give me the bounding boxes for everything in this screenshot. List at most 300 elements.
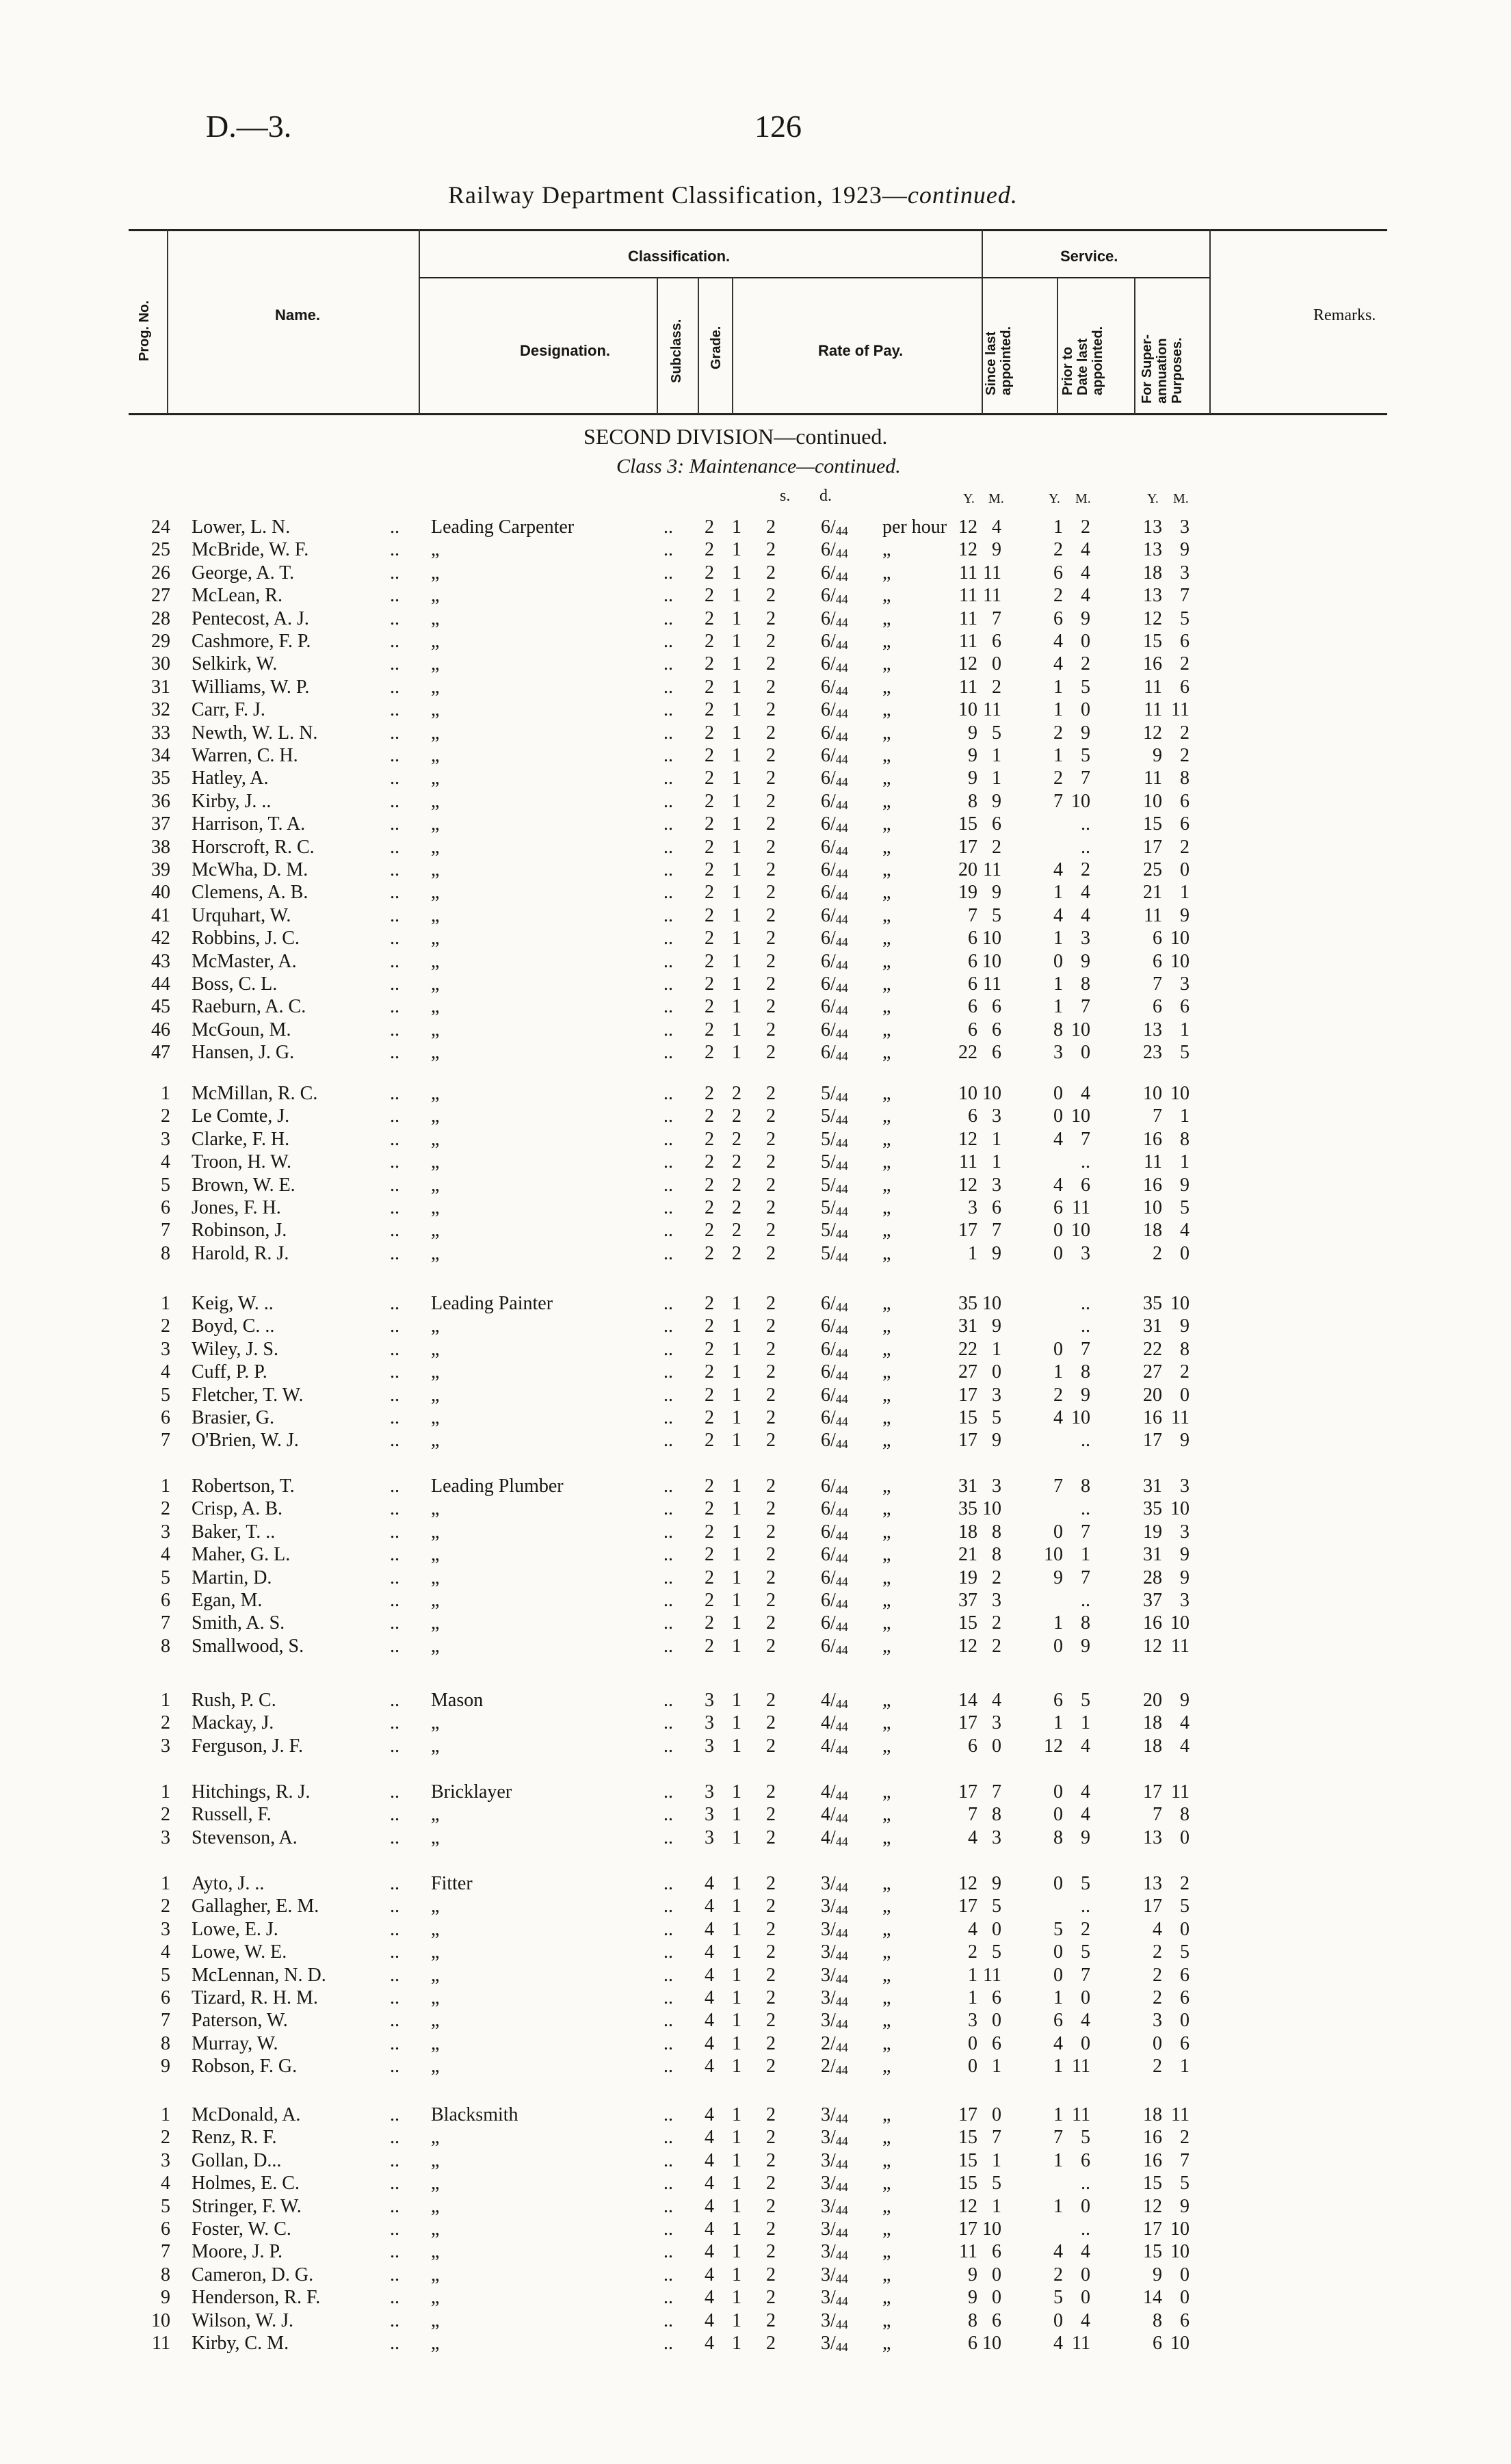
cell-name: Robinson, J. [192, 1220, 287, 1242]
pence-whole: 6 [821, 631, 830, 652]
cell-sub: 2 [705, 950, 714, 972]
table-row [0, 2104, 1511, 2127]
cell-sm: 11 [983, 562, 1001, 584]
cell-desig: „ [431, 1315, 440, 1337]
pence-whole: 3 [821, 1964, 830, 1986]
cell-uy: 17 [1143, 2218, 1162, 2240]
header-designation: Designation. [520, 342, 611, 359]
leader-dots: .. [390, 859, 399, 880]
cell-py: 4 [1053, 1174, 1063, 1196]
cell-um: 5 [1180, 607, 1190, 629]
cell-unit: „ [882, 1293, 891, 1314]
fraction-slash: / [830, 768, 836, 789]
cell-um: 10 [1170, 2241, 1190, 2263]
cell-py: 0 [1053, 1635, 1063, 1657]
cell-s: 2 [766, 1826, 776, 1848]
pence-fraction: 44 [835, 2040, 848, 2054]
leader-dots: .. [390, 2104, 399, 2125]
pence-fraction: 44 [835, 981, 848, 995]
cell-sub: 3 [705, 1735, 714, 1757]
cell-uy: 4 [1153, 1918, 1162, 1940]
fraction-slash: / [830, 2173, 836, 2194]
cell-unit: „ [882, 2010, 891, 2032]
cell-um: 1 [1180, 1151, 1190, 1173]
cell-py: 6 [1053, 1197, 1063, 1218]
cell-s: 2 [766, 2241, 776, 2263]
cell-grade: 2 [732, 1151, 741, 1173]
cell-uy: 13 [1143, 516, 1162, 538]
leader-dots: .. [663, 1735, 673, 1757]
cell-grade: 1 [732, 2264, 741, 2285]
cell-uy: 10 [1143, 790, 1162, 812]
cell-no: 2 [161, 1105, 170, 1127]
cell-unit: „ [882, 1128, 891, 1150]
cell-sm: 1 [992, 2195, 1001, 2217]
cell-sy: 11 [959, 585, 977, 607]
cell-name: Robbins, J. C. [192, 928, 300, 949]
cell-pence [821, 2333, 848, 2355]
cell-pence [821, 791, 848, 813]
fraction-slash: / [830, 1315, 836, 1337]
cell-name: Horscroft, R. C. [192, 836, 315, 858]
cell-grade: 1 [732, 1384, 741, 1406]
fraction-slash: / [830, 2149, 836, 2171]
cell-sy: 3 [968, 1197, 977, 1218]
cell-s: 2 [766, 1612, 776, 1634]
cell-py: 0 [1053, 950, 1063, 972]
cell-desig: „ [431, 1941, 440, 1963]
table-row [0, 928, 1511, 950]
cell-unit: „ [882, 1567, 891, 1588]
cell-desig: „ [431, 1590, 440, 1611]
pence-whole: 6 [821, 539, 830, 561]
class-title: Class 3: Maintenance—continued. [616, 455, 901, 477]
cell-desig: „ [431, 1361, 440, 1383]
fraction-slash: / [830, 722, 836, 744]
cell-py: 1 [1053, 699, 1063, 721]
cell-um: 6 [1180, 631, 1190, 652]
table-row [0, 2173, 1511, 2195]
cell-desig: „ [431, 745, 440, 766]
cell-s: 2 [766, 516, 776, 538]
cell-pm: 4 [1081, 539, 1090, 561]
cell-unit: „ [882, 1338, 891, 1360]
table-row [0, 585, 1511, 607]
cell-uy: 2 [1153, 1987, 1162, 2008]
cell-um: 2 [1180, 2127, 1190, 2149]
cell-uy: 7 [1153, 1804, 1162, 1826]
cell-uy: 22 [1143, 1338, 1162, 1360]
cell-no: 41 [151, 904, 170, 926]
cell-unit: „ [882, 1873, 891, 1894]
cell-sub: 4 [705, 2010, 714, 2032]
leader-dots: .. [663, 699, 673, 721]
cell-s: 2 [766, 1151, 776, 1173]
cell-py: 6 [1053, 1690, 1063, 1711]
leader-dots: .. [663, 1476, 673, 1497]
cell-sy: 17 [958, 1430, 977, 1452]
cell-s: 2 [766, 1544, 776, 1566]
fraction-slash: / [830, 859, 836, 880]
cell-name: McWha, D. M. [192, 859, 308, 880]
cell-unit: „ [882, 882, 891, 904]
cell-s: 2 [766, 745, 776, 766]
table-row [0, 1385, 1511, 1407]
leader-dots: .. [663, 882, 673, 904]
cell-name: Lowe, W. E. [192, 1941, 287, 1963]
cell-um: 0 [1180, 2010, 1190, 2032]
cell-name: McLean, R. [192, 585, 283, 607]
cell-sy: 37 [958, 1590, 977, 1611]
cell-name: Harold, R. J. [192, 1242, 289, 1264]
cell-sub: 4 [705, 2241, 714, 2263]
table-row [0, 2033, 1511, 2056]
cell-uy: 25 [1143, 859, 1162, 880]
cell-sub: 2 [705, 1521, 714, 1543]
cell-desig: Leading Carpenter [431, 516, 575, 538]
fraction-slash: / [830, 2127, 836, 2149]
cell-unit: „ [882, 1315, 891, 1337]
pence-whole: 6 [821, 516, 830, 538]
cell-uy: 16 [1143, 1174, 1162, 1196]
cell-desig: „ [431, 2127, 440, 2149]
cell-sm: 9 [992, 539, 1001, 561]
cell-sm: 4 [992, 1690, 1001, 1711]
cell-grade: 1 [732, 2056, 741, 2078]
pence-whole: 3 [821, 1941, 830, 1963]
pence-fraction: 44 [835, 1971, 848, 1986]
cell-grade: 1 [732, 836, 741, 858]
cell-pm: 2 [1081, 859, 1090, 880]
cell-grade: 1 [732, 585, 741, 607]
cell-s: 2 [766, 2010, 776, 2032]
cell-desig: „ [431, 1083, 440, 1104]
cell-no: 6 [161, 2218, 170, 2240]
cell-sub: 2 [705, 1384, 714, 1406]
cell-grade: 1 [732, 607, 741, 629]
leader-dots: .. [390, 882, 399, 904]
table-row [0, 813, 1511, 836]
cell-pm: .. [1081, 1896, 1090, 1917]
cell-py: 4 [1053, 904, 1063, 926]
fraction-slash: / [830, 2241, 836, 2263]
cell-py: 4 [1053, 631, 1063, 652]
cell-sm: 1 [992, 1338, 1001, 1360]
cell-sm: 1 [992, 2149, 1001, 2171]
pence-whole: 6 [821, 676, 830, 698]
cell-sm: 4 [992, 516, 1001, 538]
cell-pence [821, 1690, 848, 1712]
cell-name: McGoun, M. [192, 1019, 291, 1040]
cell-um: 5 [1180, 2173, 1190, 2194]
cell-py: 0 [1053, 2309, 1063, 2331]
pence-whole: 6 [821, 1521, 830, 1543]
cell-sub: 4 [705, 1941, 714, 1963]
cell-desig: „ [431, 1635, 440, 1657]
table-row [0, 2010, 1511, 2032]
cell-sy: 12 [958, 653, 977, 675]
cell-uy: 16 [1143, 2149, 1162, 2171]
cell-uy: 31 [1143, 1476, 1162, 1497]
cell-sm: 6 [992, 1019, 1001, 1040]
fraction-slash: / [830, 2032, 836, 2054]
cell-desig: „ [431, 1242, 440, 1264]
fraction-slash: / [830, 1918, 836, 1940]
cell-uy: 2 [1153, 2056, 1162, 2078]
pence-whole: 6 [821, 813, 830, 835]
cell-unit: „ [882, 928, 891, 949]
cell-um: 1 [1180, 1019, 1190, 1040]
cell-unit: „ [882, 1476, 891, 1497]
cell-uy: 18 [1143, 562, 1162, 584]
cell-py: 1 [1053, 1987, 1063, 2008]
cell-sy: 7 [968, 1804, 977, 1826]
leader-dots: .. [390, 1407, 399, 1428]
cell-sm: 10 [982, 2218, 1001, 2240]
leader-dots: .. [390, 1987, 399, 2008]
cell-sm: 10 [982, 928, 1001, 949]
fraction-slash: / [830, 1430, 836, 1452]
column-divider [419, 229, 420, 414]
fraction-slash: / [830, 1781, 836, 1803]
cell-py: 0 [1053, 1781, 1063, 1803]
leader-dots: .. [390, 1197, 399, 1218]
cell-grade: 1 [732, 1430, 741, 1452]
cell-pm: 7 [1081, 1338, 1090, 1360]
pence-fraction: 44 [835, 821, 848, 835]
cell-no: 1 [161, 1476, 170, 1497]
header-bottom-rule [129, 413, 1387, 415]
cell-py: 1 [1053, 1712, 1063, 1734]
cell-sm: 1 [992, 1151, 1001, 1173]
leader-dots: .. [390, 1521, 399, 1543]
cell-no: 10 [151, 2309, 170, 2331]
leader-dots: .. [390, 676, 399, 698]
pence-whole: 6 [821, 1476, 830, 1497]
fraction-slash: / [830, 1964, 836, 1986]
cell-unit: „ [882, 973, 891, 995]
cell-pm: 9 [1081, 722, 1090, 744]
cell-pence [821, 996, 848, 1018]
cell-um: 3 [1180, 1521, 1190, 1543]
cell-sm: 5 [992, 722, 1001, 744]
cell-unit: „ [882, 2218, 891, 2240]
cell-sub: 2 [705, 1612, 714, 1634]
cell-sm: 0 [992, 2010, 1001, 2032]
cell-unit: „ [882, 722, 891, 744]
cell-grade: 2 [732, 1242, 741, 1264]
cell-pm: 11 [1072, 2333, 1090, 2354]
cell-pm: 4 [1081, 2241, 1090, 2263]
cell-desig: „ [431, 1105, 440, 1127]
fraction-slash: / [830, 2195, 836, 2217]
leader-dots: .. [390, 539, 399, 561]
cell-py: 2 [1053, 768, 1063, 789]
fraction-slash: / [830, 790, 836, 812]
fraction-slash: / [830, 585, 836, 607]
pence-fraction: 44 [835, 2249, 848, 2263]
pence-whole: 6 [821, 1544, 830, 1566]
cell-name: McMaster, A. [192, 950, 297, 972]
cell-s: 2 [766, 1941, 776, 1963]
fraction-slash: / [830, 1083, 836, 1104]
cell-pence [821, 2196, 848, 2218]
cell-um: 0 [1180, 1826, 1190, 1848]
table-row [0, 1105, 1511, 1128]
cell-um: 2 [1180, 653, 1190, 675]
cell-no: 1 [161, 1083, 170, 1104]
table-row [0, 1339, 1511, 1361]
cell-pm: 4 [1081, 1083, 1090, 1104]
cell-pence [821, 1243, 848, 1265]
cell-pence [821, 1636, 848, 1657]
cell-pm: 6 [1081, 1174, 1090, 1196]
table-row [0, 1197, 1511, 1220]
cell-grade: 1 [732, 768, 741, 789]
cell-s: 2 [766, 1105, 776, 1127]
cell-unit: „ [882, 996, 891, 1018]
table-row [0, 1804, 1511, 1826]
cell-desig: „ [431, 2241, 440, 2263]
cell-py: 2 [1053, 722, 1063, 744]
cell-grade: 1 [732, 1407, 741, 1428]
pence-whole: 3 [821, 2010, 830, 2032]
cell-s: 2 [766, 1019, 776, 1040]
leader-dots: .. [390, 516, 399, 538]
cell-name: Robertson, T. [192, 1476, 295, 1497]
cell-pm: 1 [1081, 1544, 1090, 1566]
cell-sm: 3 [992, 1174, 1001, 1196]
cell-desig: „ [431, 882, 440, 904]
cell-py: 1 [1053, 2195, 1063, 2217]
column-divider [1134, 277, 1135, 414]
cell-py: 4 [1053, 2241, 1063, 2263]
cell-pm: 5 [1081, 1690, 1090, 1711]
table-row [0, 1521, 1511, 1544]
leader-dots: .. [663, 1407, 673, 1428]
cell-sy: 17 [958, 2104, 977, 2125]
cell-sm: 8 [992, 1544, 1001, 1566]
table-row [0, 516, 1511, 539]
cell-uy: 10 [1143, 1197, 1162, 1218]
pence-fraction: 44 [835, 1049, 848, 1064]
pence-fraction: 44 [835, 867, 848, 880]
pence-fraction: 44 [835, 2063, 848, 2078]
cell-uy: 20 [1143, 1384, 1162, 1406]
cell-s: 2 [766, 722, 776, 744]
header-service: Service. [1060, 248, 1118, 265]
leader-dots: .. [663, 653, 673, 675]
fraction-slash: / [830, 631, 836, 652]
header-superannuation: For Super- annuation Purposes. [1140, 334, 1185, 404]
cell-sm: 6 [992, 1987, 1001, 2008]
cell-um: 10 [1170, 1612, 1190, 1634]
pence-fraction: 44 [835, 1528, 848, 1543]
fraction-slash: / [830, 928, 836, 949]
fraction-slash: / [830, 2287, 836, 2309]
cell-name: Urquhart, W. [192, 904, 291, 926]
cell-uy: 12 [1143, 2195, 1162, 2217]
cell-sm: 10 [982, 1083, 1001, 1104]
cell-name: O'Brien, W. J. [192, 1430, 299, 1452]
cell-desig: „ [431, 973, 440, 995]
cell-um: 5 [1180, 1197, 1190, 1218]
cell-um: 6 [1180, 1964, 1190, 1986]
cell-sm: 7 [992, 607, 1001, 629]
cell-unit: „ [882, 2149, 891, 2171]
cell-desig: „ [431, 836, 440, 858]
cell-desig: „ [431, 1544, 440, 1566]
cell-unit: „ [882, 2333, 891, 2354]
cell-unit: „ [882, 1019, 891, 1040]
cell-s: 2 [766, 1781, 776, 1803]
cell-unit: „ [882, 2032, 891, 2054]
cell-sub: 2 [705, 928, 714, 949]
cell-sm: 2 [992, 1612, 1001, 1634]
table-row [0, 2333, 1511, 2355]
cell-unit: „ [882, 607, 891, 629]
leader-dots: .. [390, 1242, 399, 1264]
cell-pence [821, 745, 848, 767]
cell-name: Egan, M. [192, 1590, 263, 1611]
fraction-slash: / [830, 539, 836, 561]
cell-pm: .. [1081, 813, 1090, 835]
pence-fraction: 44 [835, 1415, 848, 1428]
cell-s: 2 [766, 1918, 776, 1940]
pence-whole: 6 [821, 653, 830, 675]
cell-s: 2 [766, 2127, 776, 2149]
cell-s: 2 [766, 2173, 776, 2194]
leader-dots: .. [663, 1151, 673, 1173]
cell-no: 5 [161, 1567, 170, 1588]
pence-whole: 3 [821, 1873, 830, 1894]
pence-whole: 6 [821, 996, 830, 1018]
cell-s: 2 [766, 904, 776, 926]
cell-grade: 1 [732, 631, 741, 652]
cell-um: 2 [1180, 722, 1190, 744]
cell-uy: 6 [1153, 928, 1162, 949]
cell-pence [821, 1151, 848, 1173]
table-row [0, 1965, 1511, 1987]
cell-py: 0 [1053, 1941, 1063, 1963]
cell-pence [821, 951, 848, 973]
leader-dots: .. [390, 1567, 399, 1588]
cell-pm: 0 [1081, 699, 1090, 721]
cell-unit: „ [882, 2287, 891, 2309]
cell-pence [821, 1175, 848, 1196]
leader-dots: .. [663, 2127, 673, 2149]
cell-pm: .. [1081, 1293, 1090, 1314]
cell-name: Murray, W. [192, 2032, 278, 2054]
pence-whole: 6 [821, 882, 830, 904]
cell-sub: 2 [705, 1197, 714, 1218]
cell-grade: 1 [732, 1338, 741, 1360]
cell-name: Jones, F. H. [192, 1197, 281, 1218]
cell-uy: 16 [1143, 1128, 1162, 1150]
cell-sub: 2 [705, 1498, 714, 1520]
cell-sub: 4 [705, 2173, 714, 2194]
cell-sy: 17 [958, 1220, 977, 1242]
cell-desig: „ [431, 1735, 440, 1757]
cell-grade: 1 [732, 2241, 741, 2263]
table-row [0, 1612, 1511, 1635]
cell-py: 4 [1053, 2333, 1063, 2354]
leader-dots: .. [390, 1151, 399, 1173]
cell-pm: 10 [1071, 1407, 1090, 1428]
cell-pm: 4 [1081, 1804, 1090, 1826]
cell-s: 2 [766, 653, 776, 675]
leader-dots: .. [663, 1964, 673, 1986]
